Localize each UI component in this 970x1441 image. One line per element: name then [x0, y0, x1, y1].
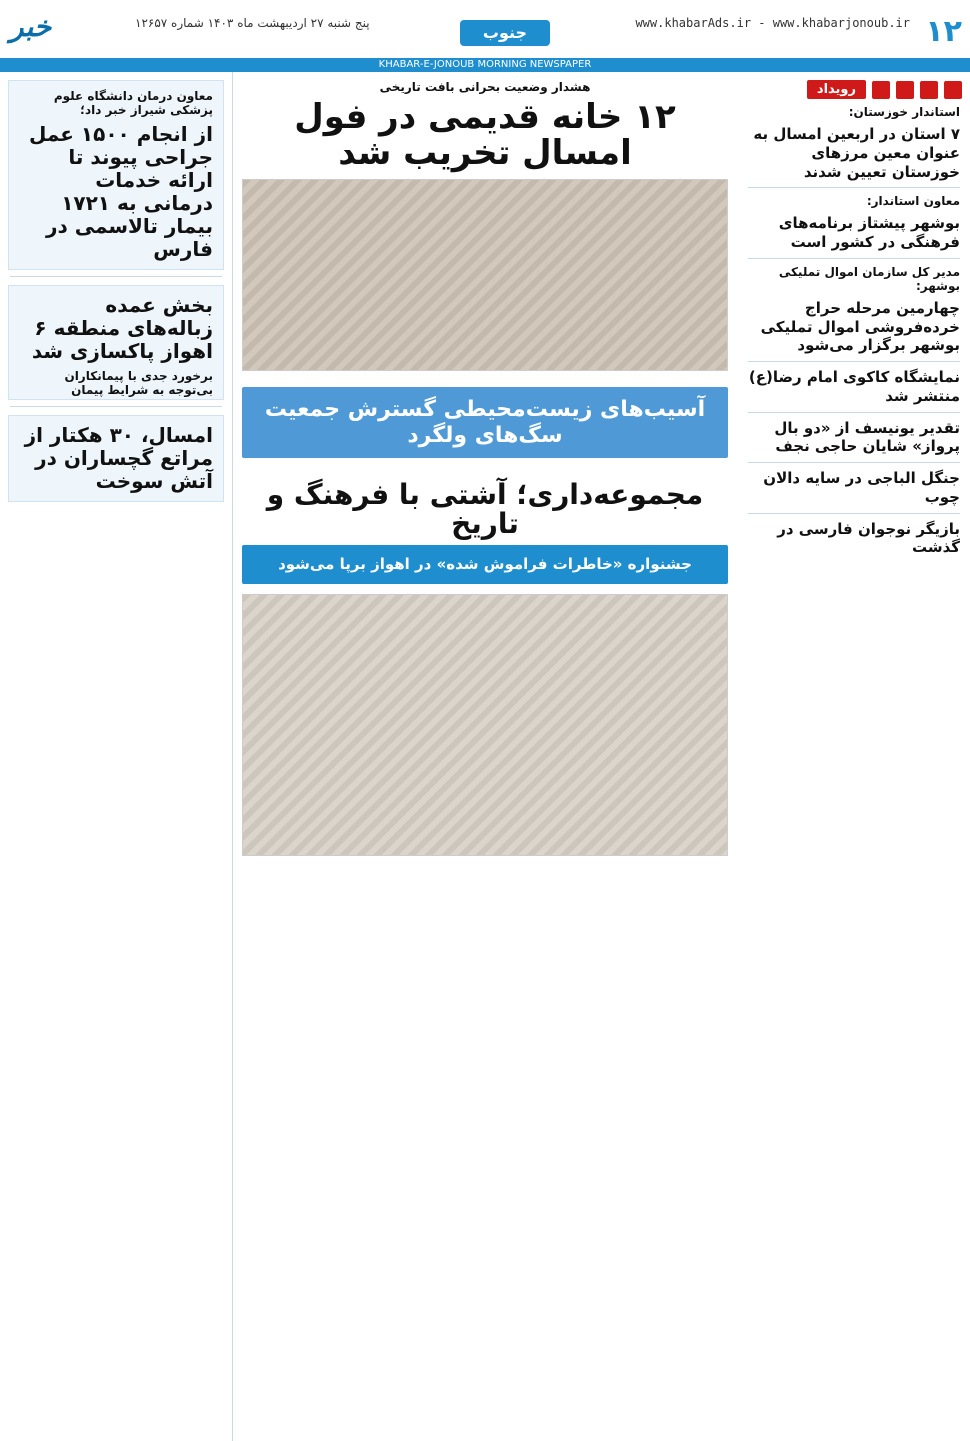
subheader: KHABAR-E-JONOUB MORNING NEWSPAPER [0, 58, 970, 72]
bottom-headline: مجموعه‌داری؛ آشتی با فرهنگ و تاریخ [266, 477, 704, 541]
right-item-kicker: استاندار خوزستان: [848, 105, 960, 119]
lead-photo [242, 179, 728, 371]
right-item-headline: ۷ استان در اربعین امسال به عنوان معین مرزهای خوزستان تعیین شدند [753, 125, 960, 181]
bottom-photo [242, 594, 728, 856]
divider [748, 412, 960, 413]
right-item-headline: تقدیر یونیسف از «دو بال پرواز» شایان حاجی نجف [774, 418, 960, 456]
right-item-headline: جنگل الباجی در سایه دالان چوب [763, 469, 960, 506]
right-item-kicker: معاون استاندار: [866, 194, 960, 209]
right-column [737, 72, 970, 1441]
mid-headline-band [242, 387, 728, 458]
divider [748, 462, 960, 463]
left-top-headline: از انجام ۱۵۰۰ عمل جراحی پیوند تا ارائه خدمات درمانی به ۱۷۲۱ بیمار تالاسمی در فارس [29, 122, 213, 261]
ribbon-label: رویداد [807, 80, 866, 99]
newspaper-logo: خبر [10, 10, 52, 43]
lead-kicker: هشدار وضعیت بحرانی بافت تاریخی [379, 80, 591, 94]
right-item-headline: بوشهر پیشتاز برنامه‌های فرهنگی در کشور است [778, 214, 960, 251]
bottom-subhead: جشنواره «خاطرات فراموش شده» در اهواز برپا می‌شود [278, 554, 692, 573]
left-top-kicker: معاون درمان دانشگاه علوم پزشکی شیراز خبر داد؛ [53, 89, 213, 117]
left-top-box [8, 80, 224, 270]
left-bottom-box [8, 415, 224, 502]
divider [10, 406, 222, 407]
left-bottom-headline: امسال، ۳۰ هکتار از مراتع گچساران در آتش سوخت [24, 423, 213, 493]
left-mid-headline: بخش عمده زباله‌های منطقه ۶ اهواز پاکسازی شد [31, 293, 213, 363]
square-icon [872, 81, 890, 99]
divider [748, 513, 960, 514]
section-tab: جنوب [460, 20, 550, 46]
dateline: پنج شنبه ۲۷ اردیبهشت ماه ۱۴۰۳ شماره ۱۲۶۵۷ [135, 16, 370, 30]
ribbon [746, 80, 962, 99]
left-mid-box [8, 285, 224, 400]
page-number: ۱۲ [925, 14, 962, 49]
right-item-kicker: مدیر کل سازمان اموال تملیکی بوشهر: [778, 264, 960, 293]
bottom-subhead-band [242, 545, 728, 584]
square-icon [896, 81, 914, 99]
site-urls[interactable]: www.khabarAds.ir - www.khabarjonoub.ir [635, 16, 910, 30]
square-icon [944, 81, 962, 99]
divider [748, 187, 960, 188]
center-column [232, 72, 738, 1441]
divider [10, 276, 222, 277]
masthead [0, 0, 970, 60]
square-icon [920, 81, 938, 99]
lead-headline: ۱۲ خانه قدیمی در فول امسال تخریب شد [294, 97, 676, 173]
right-item-headline: بازیگر نوجوان فارسی در گذشت [777, 519, 960, 557]
left-mid-subhead: برخورد جدی با پیمانکاران بی‌توجه به شرایط پیمان [64, 369, 213, 397]
divider [748, 258, 960, 259]
divider [748, 361, 960, 362]
right-item-headline: چهارمین مرحله حراج خرده‌فروشی اموال تملیکی بوشهر برگزار می‌شود [760, 298, 960, 355]
mid-headline: آسیب‌های زیست‌محیطی گسترش جمعیت سگ‌های ولگرد [264, 397, 706, 448]
right-item-headline: نمایشگاه کاکوی امام رضا(ع) منتشر شد [748, 368, 960, 405]
left-column [0, 72, 233, 1441]
